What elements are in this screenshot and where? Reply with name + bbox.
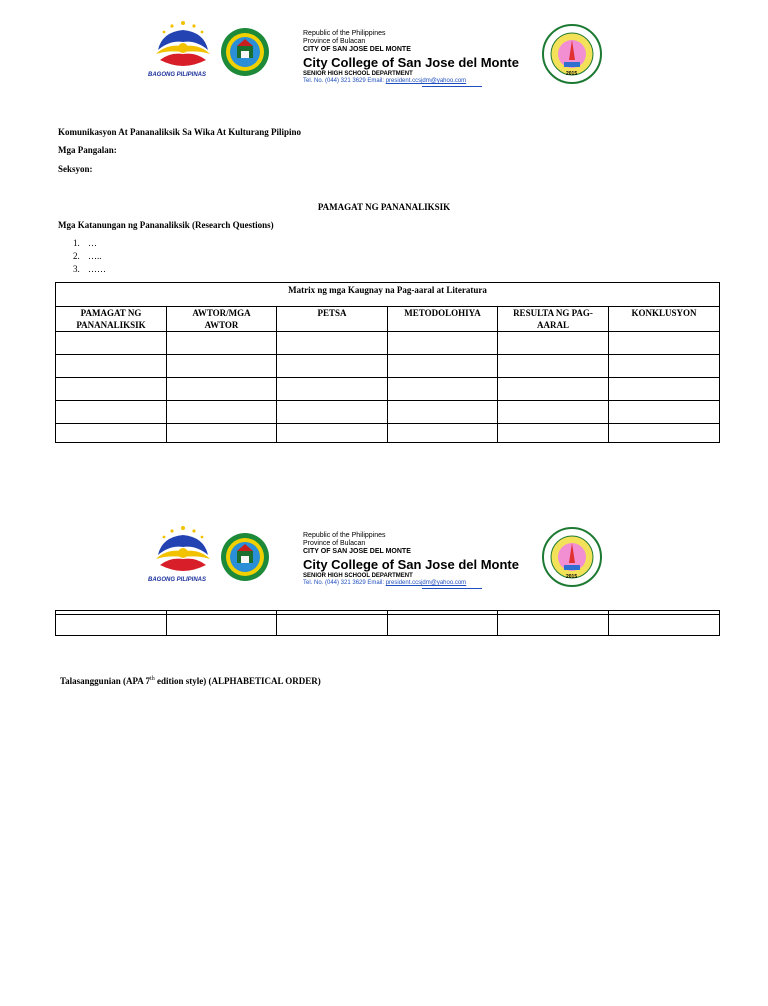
table-cell[interactable] xyxy=(167,401,277,424)
research-title: PAMAGAT NG PANANALIKSIK xyxy=(317,202,451,212)
table-cell[interactable] xyxy=(277,355,388,378)
bagong-pilipinas-caption: BAGONG PILIPINAS xyxy=(148,577,207,583)
column-header-line: AWTOR xyxy=(204,320,239,330)
question-item xyxy=(73,251,102,261)
column-header-line: METODOLOHIYA xyxy=(404,308,481,318)
header-contact-phone: Tel. No. (044) 321 3629 Email: xyxy=(303,580,386,586)
table-cell[interactable] xyxy=(56,401,167,424)
table-cell[interactable] xyxy=(277,401,388,424)
column-header-line: PAMAGAT NG xyxy=(80,308,142,318)
table-cell[interactable] xyxy=(498,424,609,443)
column-header-pamagat xyxy=(56,307,167,332)
college-seal-year: 2015 xyxy=(566,574,578,580)
column-header-awtor xyxy=(167,307,277,332)
table-cell[interactable] xyxy=(388,332,498,355)
section-label: Seksyon: xyxy=(58,164,93,174)
column-header-petsa xyxy=(277,307,388,332)
header-contact-phone: Tel. No. (044) 321 3629 Email: xyxy=(303,78,386,84)
table-cell[interactable] xyxy=(388,401,498,424)
table-cell[interactable] xyxy=(56,378,167,401)
column-header-line: AWTOR/MGA xyxy=(192,308,251,318)
table-cell[interactable] xyxy=(388,378,498,401)
table-row xyxy=(56,424,720,443)
bagong-pilipinas-logo xyxy=(152,525,214,577)
table-cell[interactable] xyxy=(277,378,388,401)
subject-title: Komunikasyon At Pananaliksik Sa Wika At Kulturang Pilipino xyxy=(58,127,301,137)
college-seal-year: 2015 xyxy=(566,71,578,77)
table-cell[interactable] xyxy=(498,332,609,355)
names-label: Mga Pangalan: xyxy=(58,145,117,155)
table-cell[interactable] xyxy=(56,424,167,443)
table-cell[interactable] xyxy=(498,378,609,401)
table-cell[interactable] xyxy=(388,615,498,636)
matrix-title: Matrix ng mga Kaugnay na Pag-aaral at Literatura xyxy=(56,283,720,307)
table-cell[interactable] xyxy=(388,424,498,443)
header-rule xyxy=(422,86,482,87)
header-province: Province of Bulacan xyxy=(303,540,366,547)
column-header-resulta xyxy=(498,307,609,332)
bulacan-seal xyxy=(220,531,270,583)
table-cell[interactable] xyxy=(609,355,720,378)
header-republic: Republic of the Philippines xyxy=(303,532,386,539)
question-item xyxy=(73,238,97,248)
table-cell[interactable] xyxy=(388,355,498,378)
column-header-line: PETSA xyxy=(317,308,347,318)
header-college-name: City College of San Jose del Monte xyxy=(303,55,519,70)
header-republic: Republic of the Philippines xyxy=(303,30,386,37)
bagong-pilipinas-caption: BAGONG PILIPINAS xyxy=(148,72,207,78)
column-header-line: RESULTA NG PAG- xyxy=(513,308,593,318)
references-label-sup: th xyxy=(150,676,155,682)
table-cell[interactable] xyxy=(609,424,720,443)
table-cell[interactable] xyxy=(609,615,720,636)
page-header xyxy=(0,505,768,605)
table-cell[interactable] xyxy=(167,355,277,378)
bagong-pilipinas-logo xyxy=(152,20,214,72)
question-text: ….. xyxy=(88,251,102,261)
header-province: Province of Bulacan xyxy=(303,38,366,45)
table-cell[interactable] xyxy=(277,615,388,636)
references-label xyxy=(60,676,321,686)
table-cell[interactable] xyxy=(56,355,167,378)
table-cell[interactable] xyxy=(167,615,277,636)
table-cell[interactable] xyxy=(498,401,609,424)
table-cell[interactable] xyxy=(167,424,277,443)
table-cell[interactable] xyxy=(609,332,720,355)
table-cell[interactable] xyxy=(277,332,388,355)
column-header-line: AARAL xyxy=(536,320,569,330)
table-cell[interactable] xyxy=(56,615,167,636)
table-cell[interactable] xyxy=(167,378,277,401)
references-label-text: Talasanggunian (APA 7 xyxy=(60,676,151,686)
bulacan-seal xyxy=(220,26,270,78)
page-header xyxy=(0,0,768,100)
column-header-metodolohiya xyxy=(388,307,498,332)
column-header-konklusyon xyxy=(609,307,720,332)
header-department: SENIOR HIGH SCHOOL DEPARTMENT xyxy=(303,573,413,579)
literature-matrix-continuation xyxy=(55,610,720,636)
table-cell[interactable] xyxy=(277,424,388,443)
matrix-header-row xyxy=(56,307,720,332)
column-header-line: KONKLUSYON xyxy=(631,308,697,318)
header-city: CITY OF SAN JOSE DEL MONTE xyxy=(303,548,411,555)
research-questions-label: Mga Katanungan ng Pananaliksik (Research Questions) xyxy=(58,220,274,230)
header-contact xyxy=(303,77,466,85)
table-cell[interactable] xyxy=(609,401,720,424)
table-row xyxy=(56,332,720,355)
question-text: … xyxy=(88,238,97,248)
column-header-line: PANANALIKSIK xyxy=(76,320,146,330)
table-row xyxy=(56,355,720,378)
table-cell[interactable] xyxy=(498,355,609,378)
question-number: 3. xyxy=(73,264,80,274)
literature-matrix-table xyxy=(55,282,720,443)
table-cell[interactable] xyxy=(56,332,167,355)
question-text: …… xyxy=(88,264,106,274)
question-number: 1. xyxy=(73,238,80,248)
table-row xyxy=(56,615,720,636)
header-email-link[interactable]: president.ccsjdm@yahoo.com xyxy=(385,78,467,84)
header-email-link[interactable]: president.ccsjdm@yahoo.com xyxy=(385,580,467,586)
table-cell[interactable] xyxy=(498,615,609,636)
table-row xyxy=(56,401,720,424)
header-college-name: City College of San Jose del Monte xyxy=(303,557,519,572)
table-cell[interactable] xyxy=(609,378,720,401)
question-number: 2. xyxy=(73,251,80,261)
header-contact xyxy=(303,579,466,587)
header-city: CITY OF SAN JOSE DEL MONTE xyxy=(303,46,411,53)
table-cell[interactable] xyxy=(167,332,277,355)
header-department: SENIOR HIGH SCHOOL DEPARTMENT xyxy=(303,71,413,77)
header-rule xyxy=(422,588,482,589)
question-item xyxy=(73,264,106,274)
table-row xyxy=(56,378,720,401)
references-label-tail: edition style) (ALPHABETICAL ORDER) xyxy=(154,676,321,686)
